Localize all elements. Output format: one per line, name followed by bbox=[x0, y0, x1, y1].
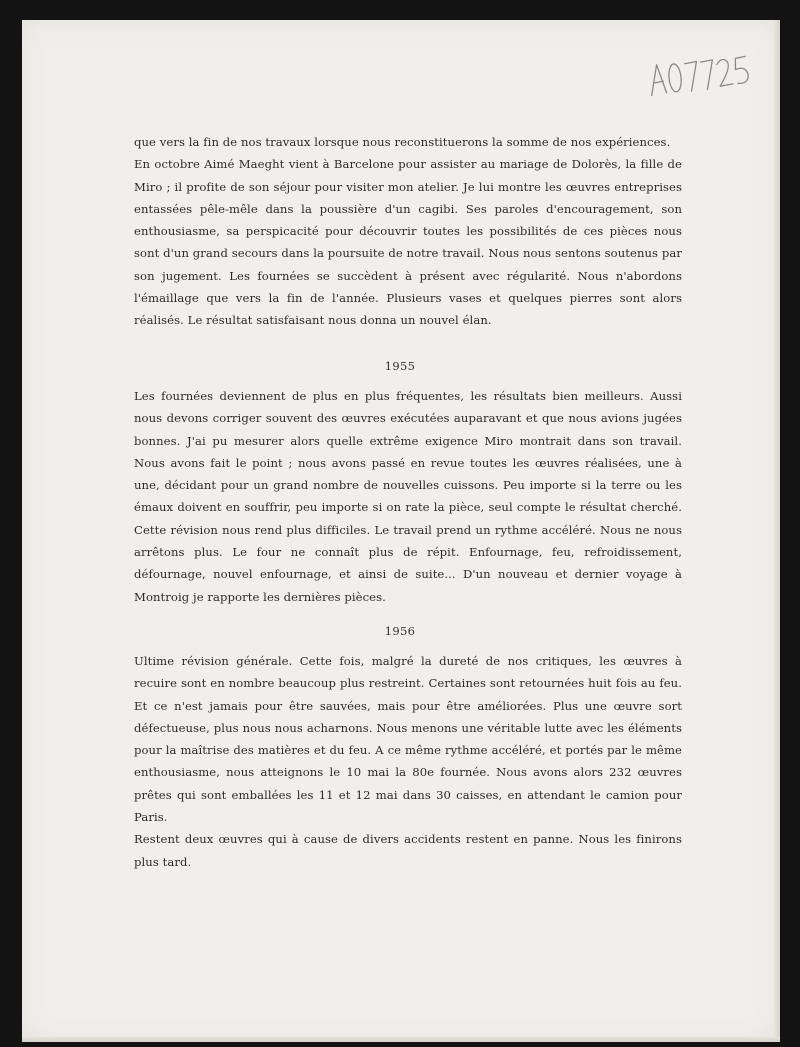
paragraph-1956-2: Restent deux œuvres qui à cause de divers accidents restent en panne. Nous les finirons plus tard. bbox=[134, 832, 682, 869]
paragraph-1955: Les fournées deviennent de plus en plus fréquentes, les résultats bien meilleurs. Aussi nous devons corriger souvent des œuvres exécutées auparavant et que nous avions jugées bonnes. J'ai pu mesurer alors quelle extrême exigence Miro montrait dans son travail. Nous avons fait le point ; nous avons passé en revue toutes les œuvres réalisées, une à une, décidant pour un grand nombre de nouvelles cuissons. Peu importe si la terre ou les émaux doivent en souffrir, peu importe si on rate la pièce, seul compte le résultat cherché. Cette révision nous rend plus difficiles. Le travail prend un rythme accéléré. Nous ne nous arrêtons plus. Le four ne connaît plus de répit. Enfournage, feu, refroidissement, défournage, nouvel enfournage, et ainsi de suite... D'un nouveau et dernier voyage à Montroig je rapporte les dernières pièces. bbox=[134, 389, 682, 604]
page-edge-bottom bbox=[22, 1037, 780, 1042]
section-1955 bbox=[134, 385, 682, 608]
page-edge-right bbox=[774, 20, 780, 1042]
intro-section bbox=[134, 131, 682, 332]
section-1956 bbox=[134, 650, 682, 873]
intro-paragraph-1: que vers la fin de nos travaux lorsque nous reconstituerons la somme de nos expériences. bbox=[134, 135, 671, 149]
paragraph-1956-1: Ultime révision générale. Cette fois, malgré la dureté de nos critiques, les œuvres à recuire sont en nombre beaucoup plus restreint. Certaines sont retournées huit fois au feu. Et ce n'est jamais pour être sauvées, mais pour être améliorées. Plus une œuvre sort défectueuse, plus nous nous acharnons. Nous menons une véritable lutte avec les éléments pour la maîtrise des matières et du feu. A ce même rythme accéléré, et portés par le même enthousiasme, nous atteignons le 10 mai la 80e fournée. Nous avons alors 232 œuvres prêtes qui sont emballées les 11 et 12 mai dans 30 caisses, en attendant le camion pour Paris. bbox=[134, 654, 682, 825]
year-heading-1955: 1955 bbox=[384, 359, 416, 373]
year-heading-1956: 1956 bbox=[384, 624, 416, 638]
intro-paragraph-2: En octobre Aimé Maeght vient à Barcelone pour assister au mariage de Dolorès, la fille de Miro ; il profite de son séjour pour visiter mon atelier. Je lui montre les œuvres entreprises entassées pêle-mêle dans la poussière d'un cagibi. Ses paroles d'encouragement, son enthousiasme, sa perspicacité pour découvrir toutes les possibilités de ces pièces nous sont d'un grand secours dans la poursuite de notre travail. Nous nous sentons soutenus par son jugement. Les fournées se succèdent à présent avec régularité. Nous n'abordons l'émaillage que vers la fin de l'année. Plusieurs vases et quelques pierres sont alors réalisés. Le résultat satisfaisant nous donna un nouvel élan. bbox=[134, 157, 682, 328]
